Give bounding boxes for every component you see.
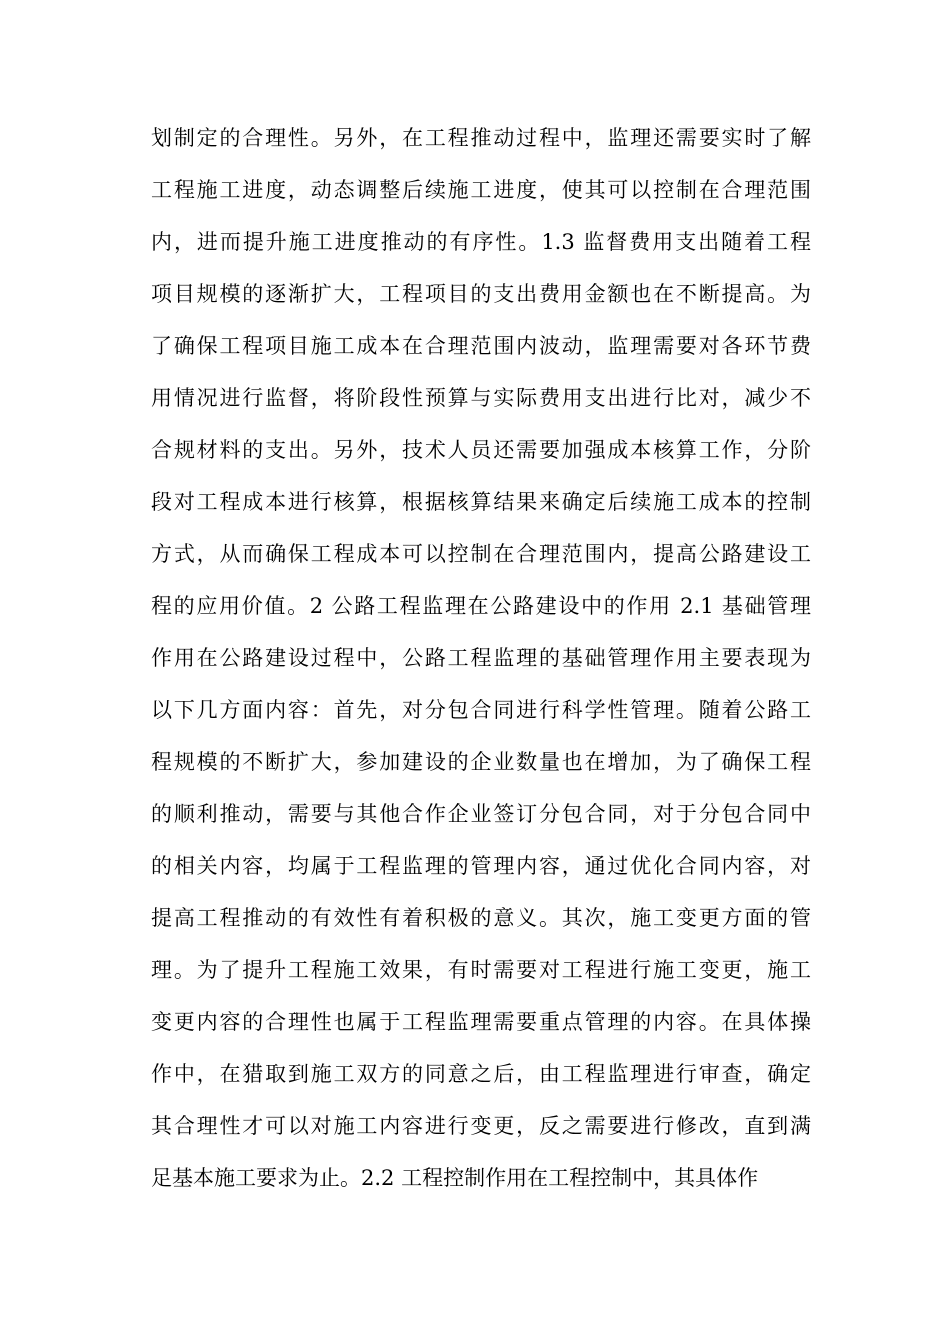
text-line: 的相关内容，均属于工程监理的管理内容，通过优化合同内容，对: [151, 854, 811, 878]
text-line: 其合理性才可以对施工内容进行变更，反之需要进行修改，直到满: [151, 1114, 811, 1138]
text-line: 作中，在猎取到施工双方的同意之后，由工程监理进行审查，确定: [151, 1062, 811, 1086]
text-line: 提高工程推动的有效性有着积极的意义。其次，施工变更方面的管: [151, 906, 811, 930]
text-line: 足基本施工要求为止。2.2 工程控制作用在工程控制中，其具体作: [151, 1166, 759, 1190]
text-line: 工程施工进度，动态调整后续施工进度，使其可以控制在合理范围: [151, 178, 811, 202]
text-line: 内，进而提升施工进度推动的有序性。1.3 监督费用支出随着工程: [151, 230, 811, 254]
text-line: 项目规模的逐渐扩大，工程项目的支出费用金额也在不断提高。为: [151, 282, 811, 306]
text-line: 以下几方面内容：首先，对分包合同进行科学性管理。随着公路工: [151, 698, 811, 722]
text-line: 用情况进行监督，将阶段性预算与实际费用支出进行比对，减少不: [151, 386, 811, 410]
text-line: 方式，从而确保工程成本可以控制在合理范围内，提高公路建设工: [151, 542, 811, 566]
text-line: 划制定的合理性。另外，在工程推动过程中，监理还需要实时了解: [151, 126, 811, 150]
body-text: [151, 116, 811, 1208]
text-line: 的顺利推动，需要与其他合作企业签订分包合同，对于分包合同中: [151, 802, 811, 826]
text-line: 理。为了提升工程施工效果，有时需要对工程进行施工变更，施工: [151, 958, 811, 982]
text-line: 作用在公路建设过程中，公路工程监理的基础管理作用主要表现为: [151, 646, 811, 670]
text-line: 变更内容的合理性也属于工程监理需要重点管理的内容。在具体操: [151, 1010, 811, 1034]
text-line: 程的应用价值。2 公路工程监理在公路建设中的作用 2.1 基础管理: [151, 594, 811, 618]
text-line: 合规材料的支出。另外，技术人员还需要加强成本核算工作，分阶: [151, 438, 811, 462]
text-line: 程规模的不断扩大，参加建设的企业数量也在增加，为了确保工程: [151, 750, 811, 774]
text-line: 了确保工程项目施工成本在合理范围内波动，监理需要对各环节费: [151, 334, 811, 358]
text-line: 段对工程成本进行核算，根据核算结果来确定后续施工成本的控制: [151, 490, 811, 514]
